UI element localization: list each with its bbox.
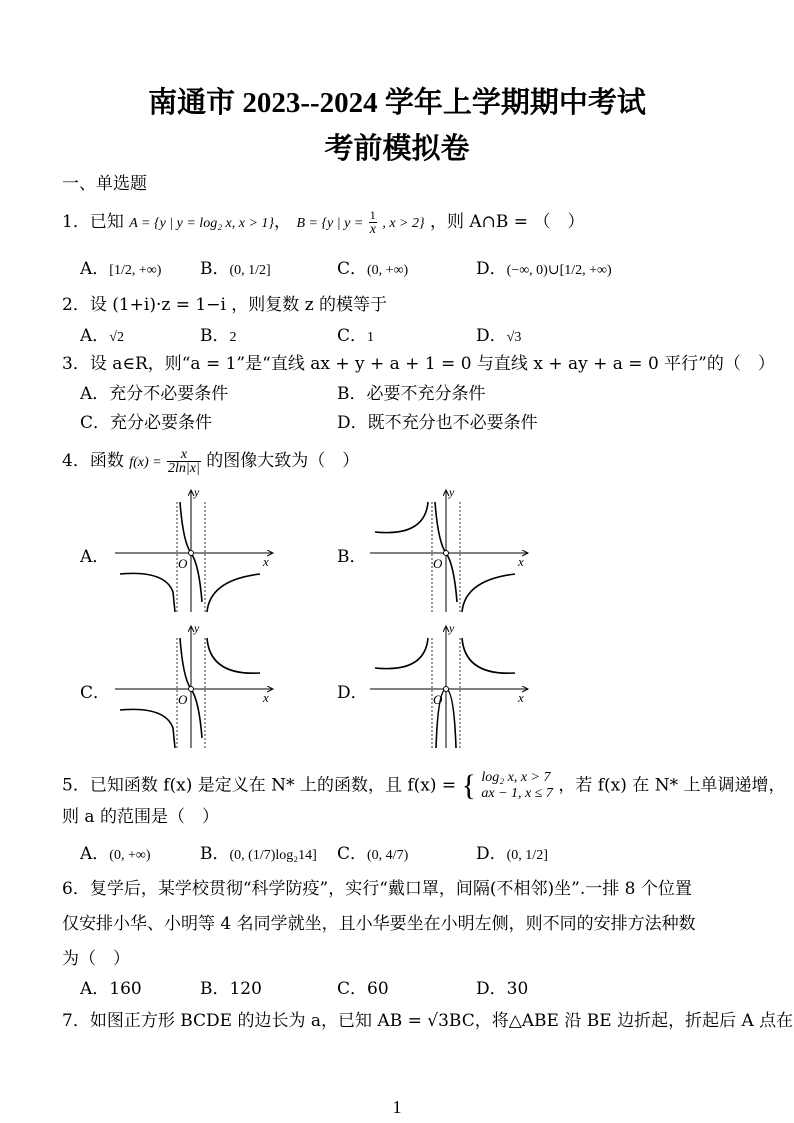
q2-option-c-value: 1 [367,330,375,345]
q4-func-den: 2ln|x| [168,461,200,476]
origin-label: O [433,692,443,707]
q3-option-a: A．充分不必要条件 [80,384,229,404]
page-number: 1 [392,1097,402,1117]
q5-option-d-label: D． [476,844,507,864]
q5-option-b-label: B． [200,844,230,864]
page-subtitle: 考前模拟卷 [324,133,470,165]
question-6-line-3: 为（ ） [62,949,130,969]
q3-option-d: D．既不充分也不必要条件 [337,413,538,433]
q5-stem-post: ，若 f(x) 在 N* 上单调递增， [558,775,786,796]
origin-hole [189,687,194,692]
curve-right-outer [462,638,515,673]
q4-func-fraction [167,448,201,475]
curve-right-outer [207,574,260,612]
q1-option-a-value: [1/2, +∞) [109,263,162,278]
q2-option-c-label: C． [337,326,368,346]
curve-left-outer [120,573,175,612]
x-label: x [263,554,269,569]
q5-option-d-value: (0, 1/2] [506,848,548,863]
q4-stem-pre: 4．函数 [62,451,124,471]
q4-graph-c [110,618,280,753]
q4-option-c-label: C． [80,683,111,703]
y-label: y [194,485,200,499]
curve-left-outer [375,638,428,669]
question-1: 1．已知 A = {y | y = log₂ x, x > 1}， B = {y | y = $\frac{1}{x}$ , x > 2} ，则 A∩B = （ ） [62,208,585,237]
q6-option-a: A．160 [80,979,142,999]
q2-option-d [476,325,521,349]
q4-func-num: x [167,448,201,462]
question-2: 2．设 (1+i)·z = 1−i ，则复数 z 的模等于 [62,295,388,315]
x-label: x [518,690,524,705]
q1-option-b-label: B． [200,259,230,279]
origin-hole [444,551,449,556]
q1-option-c [337,258,408,282]
q5-option-d [476,843,548,867]
q1-option-b-value: (0, 1/2] [229,263,271,278]
q1-option-d-value: (−∞, 0)∪[1/2, +∞) [506,263,612,278]
q2-option-a-label: A． [80,326,110,346]
q2-option-d-label: D． [476,326,507,346]
q4-graph-a [110,482,280,617]
q1-option-d-label: D． [476,259,507,279]
q1-set-a: A = {y | y = log₂ x, x > 1} [129,216,275,231]
q1-set-b-pre: B = {y | y = [296,216,364,231]
q2-option-b [200,325,237,349]
y-label: y [449,621,455,635]
q1-option-c-value: (0, +∞) [367,263,409,278]
page-title: 南通市 2023--2024 学年上学期期中考试 [148,87,646,119]
section-label: 一、单选题 [62,174,147,194]
origin-label: O [178,692,188,707]
q5-option-c-label: C． [337,844,368,864]
curve-left-outer [375,502,428,533]
q5-option-c [337,843,408,867]
q5-piece-1: log₂ x, x > 7 [481,770,551,785]
q5-option-b-value: (0, (1/7)log₂14] [229,848,317,863]
x-label: x [263,690,269,705]
q5-option-b [200,843,317,867]
question-6-line-1: 6．复学后，某学校贯彻“科学防疫”，实行“戴口罩，间隔(不相邻)坐”.一排 8 个位置 [62,879,692,899]
q5-piecewise [481,770,553,802]
y-label: y [449,485,455,499]
question-6-line-2: 仅安排小华、小明等 4 名同学就坐，且小华要坐在小明左侧，则不同的安排方法种数 [62,914,696,934]
q2-option-b-value: 2 [229,330,237,345]
x-label: x [518,554,524,569]
origin-hole [189,551,194,556]
origin-label: O [433,556,443,571]
q2-option-a-value: √2 [109,330,124,345]
question-7-line-1: 7．如图正方形 BCDE 的边长为 a，已知 AB = √3BC，将△ABE 沿 BE 边折起，折起后 A 点在 [62,1011,794,1031]
q1-option-c-label: C． [337,259,368,279]
y-label: y [194,621,200,635]
q5-option-a-label: A． [80,844,110,864]
q4-graph-b [365,482,535,617]
q4-option-b-label: B． [337,547,367,567]
q4-option-d-label: D． [337,683,368,703]
curve-right-outer [462,574,515,612]
curve-left-outer [120,709,175,748]
q5-option-a-value: (0, +∞) [109,848,151,863]
q5-brace: { [461,769,476,802]
curve-right-outer [207,638,260,673]
q6-option-d: D．30 [476,979,529,999]
q1-option-a-label: A． [80,259,110,279]
q5-option-c-value: (0, 4/7) [367,848,409,863]
q1-option-a [80,258,161,282]
question-3: 3．设 a∈R，则“a = 1”是“直线 ax + y + a + 1 = 0 与直线 x + ay + a = 0 平行”的（ ） [62,354,775,374]
q6-option-c: C．60 [337,979,389,999]
q1-frac-num: 1 [369,208,376,222]
q3-option-c: C．充分必要条件 [80,413,213,433]
q4-stem-post: 的图像大致为（ ） [206,451,360,471]
q1-set-b-fraction [369,209,377,236]
q1-prefix: 1．已知 [62,212,124,232]
q4-graph-d [365,618,535,753]
q5-stem-pre: 5．已知函数 f(x) 是定义在 N* 上的函数，且 f(x) = [62,775,457,796]
question-5 [62,770,785,802]
q2-option-b-label: B． [200,326,230,346]
question-4 [62,448,359,475]
q2-option-c [337,325,374,349]
q1-option-b [200,258,271,282]
q1-frac-den: x [369,222,376,237]
q1-option-d [476,258,612,282]
q6-option-b: B．120 [200,979,262,999]
origin-label: O [178,556,188,571]
q5-piece-2: ax − 1, x ≤ 7 [481,786,553,801]
origin-hole [444,687,449,692]
q1-set-b-post: , x > 2} [382,216,425,231]
q2-option-d-value: √3 [506,330,522,345]
q5-option-a [80,843,150,867]
q1-tail: ，则 A∩B = （ ） [429,212,585,232]
q5-line-2: 则 a 的范围是（ ） [62,807,219,827]
q4-func-lhs: f(x) = [129,455,162,470]
q2-option-a [80,325,124,349]
q3-option-b: B．必要不充分条件 [337,384,486,404]
q4-option-a-label: A． [80,547,110,567]
